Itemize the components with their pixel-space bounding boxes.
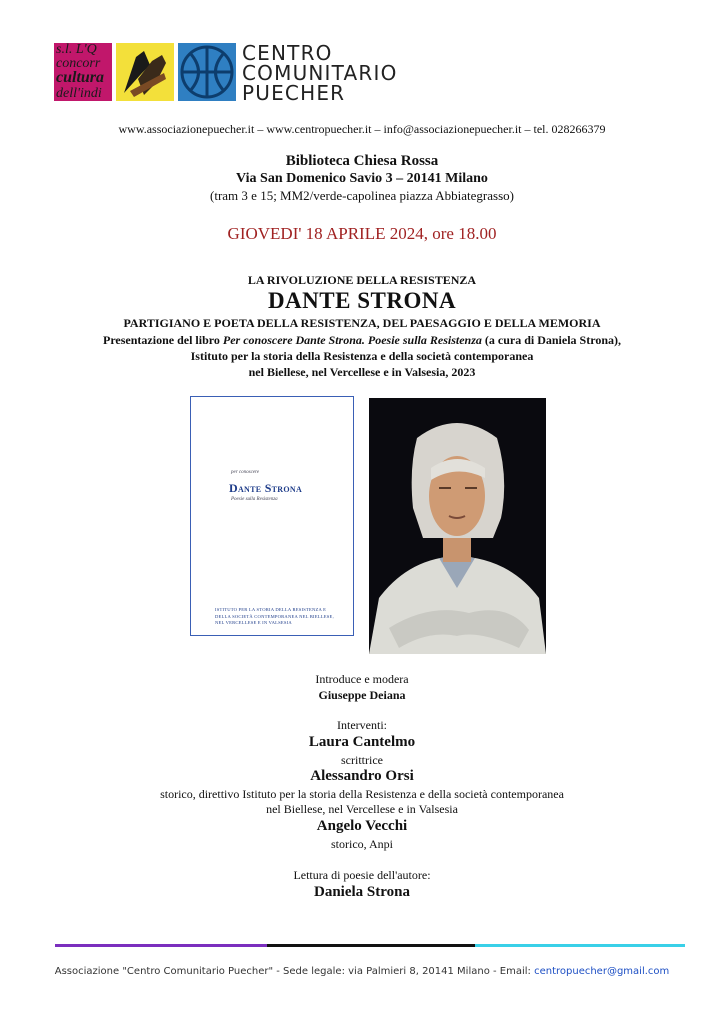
presentation-text (0, 332, 724, 380)
book-cover-subtitle: Poesie sulla Resistenza (231, 497, 278, 502)
event-subtitle: PARTIGIANO E POETA DELLA RESISTENZA, DEL PAESAGGIO E DELLA MEMORIA (123, 316, 601, 330)
footer (0, 966, 724, 977)
moderator-name: Giuseppe Deiana (318, 688, 406, 702)
reading-label: Lettura di poesie dell'autore: (293, 868, 431, 882)
speakers-label: Interventi: (337, 718, 387, 732)
book-cover-institute: ISTITUTO PER LA STORIA DELLA RESISTENZA E DELLA SOCIETÀ CONTEMPORANEA NEL BIELLESE, NEL VERCELLESE E IN VALSESIA (215, 607, 334, 625)
speaker-name: Laura Cantelmo (308, 734, 416, 750)
pres-prefix: Presentazione del libro (102, 333, 223, 347)
logo-text-line: concorr (56, 56, 101, 71)
author-portrait (369, 398, 546, 654)
contact-line: www.associazionepuecher.it – www.centropuecher.it – info@associazionepuecher.it – tel. 028266379 (118, 122, 606, 136)
footer-divider (55, 944, 267, 947)
reader-name: Daniela Strona (314, 884, 410, 900)
footer-divider (267, 944, 475, 947)
speaker-role: nel Biellese, nel Vercellese e in Valsesia (266, 802, 458, 816)
event-date: GIOVEDI' 18 APRILE 2024, ore 18.00 (227, 224, 497, 243)
intro-label: Introduce e modera (315, 672, 409, 686)
handshake-logo-icon (116, 43, 174, 101)
logo-text-tile (54, 43, 112, 101)
transport-info: (tram 3 e 15; MM2/verde-capolinea piazza Abbiategrasso) (210, 188, 514, 203)
basketball-logo-icon (178, 43, 236, 101)
logo-text-line: s.l. L'Q (56, 43, 97, 57)
logo-text-line: cultura (56, 69, 105, 86)
header (54, 43, 434, 105)
org-name (242, 43, 398, 103)
book-cover-title: Dante Strona (229, 481, 303, 495)
org-name-line: CENTRO (242, 41, 333, 65)
speaker-name: Alessandro Orsi (310, 768, 414, 784)
speaker-role: storico, Anpi (331, 837, 393, 851)
pres-line: nel Biellese, nel Vercellese e in Valsesia, 2023 (248, 365, 476, 379)
speaker-role: scrittrice (341, 753, 383, 767)
footer-divider (475, 944, 685, 947)
book-title: Per conoscere Dante Strona. Poesie sulla Resistenza (222, 333, 482, 347)
speaker-name: Angelo Vecchi (316, 818, 408, 834)
book-cover-small: per conoscere (231, 470, 259, 475)
logo-text-line: dell'indi (56, 86, 102, 101)
org-name-line: PUECHER (242, 81, 346, 105)
event-title: DANTE STRONA (267, 288, 457, 313)
book-cover (190, 396, 354, 636)
speaker-role: storico, direttivo Istituto per la storia della Resistenza e della società contemporanea (160, 787, 564, 801)
pres-suffix: (a cura di Daniela Strona), (481, 333, 622, 347)
pres-line: Istituto per la storia della Resistenza e della società contemporanea (190, 349, 534, 363)
org-name-line: COMUNITARIO (242, 61, 398, 85)
footer-text: Associazione "Centro Comunitario Puecher" - Sede legale: via Palmieri 8, 20141 Milano - Email: (54, 966, 535, 977)
venue: Biblioteca Chiesa Rossa (285, 153, 439, 169)
address: Via San Domenico Savio 3 – 20141 Milano (236, 171, 488, 186)
footer-email-link[interactable]: centropuecher@gmail.com (534, 966, 670, 977)
pre-title: LA RIVOLUZIONE DELLA RESISTENZA (247, 273, 477, 287)
